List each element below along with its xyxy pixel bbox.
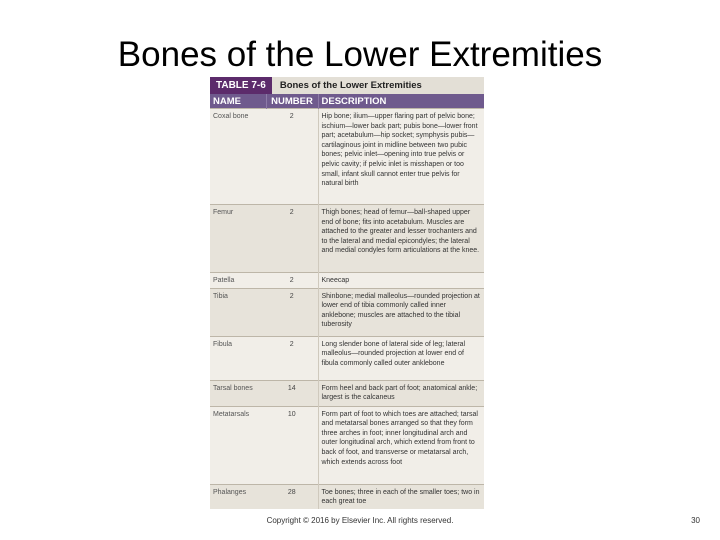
cell-description: Kneecap xyxy=(318,273,484,289)
header-number: NUMBER xyxy=(266,94,318,109)
table-row xyxy=(210,109,484,205)
cell-description: Shinbone; medial malleolus—rounded projection at lower end of tibia commonly called inner anklebone; muscles are attached to the tibial tuberosity xyxy=(318,288,484,336)
header-description: DESCRIPTION xyxy=(318,94,484,109)
table-caption xyxy=(210,77,484,94)
cell-description: Form heel and back part of foot; anatomical ankle; largest is the calcaneus xyxy=(318,380,484,406)
cell-name: Patella xyxy=(210,273,266,289)
cell-description: Form part of foot to which toes are attached; tarsal and metatarsal bones arranged so that they form three arches in foot; inner longitudinal arch and outer longitudinal arch, which extend from front to back of foot, and transverse or metatarsal arch, which extends across foot xyxy=(318,406,484,484)
cell-number: 14 xyxy=(266,380,318,406)
cell-number: 28 xyxy=(266,484,318,509)
table-caption-title: Bones of the Lower Extremities xyxy=(279,80,422,91)
header-name: NAME xyxy=(210,94,266,109)
cell-description: Hip bone; ilium—upper flaring part of pelvic bone; ischium—lower back part; pubis bone—lower front part; acetabulum—hip socket; symphysis pubis—cartilaginous joint in midline between two pubic bones; pelvic inlet—opening into true pelvis or pelvic cavity; if pelvic inlet is misshapen or too small, infant skull cannot enter true pelvis for natural birth xyxy=(318,109,484,205)
cell-description: Long slender bone of lateral side of leg; lateral malleolus—rounded projection at lower end of fibula commonly called outer anklebone xyxy=(318,336,484,380)
table-row xyxy=(210,273,484,289)
slide-title: Bones of the Lower Extremities xyxy=(117,35,603,74)
cell-name: Metatarsals xyxy=(210,406,266,484)
page-number: 30 xyxy=(691,516,700,525)
table-row xyxy=(210,336,484,380)
table-number-badge: TABLE 7-6 xyxy=(210,77,272,94)
cell-name: Tibia xyxy=(210,288,266,336)
table-header-row xyxy=(210,94,484,109)
cell-number: 2 xyxy=(266,336,318,380)
table-row xyxy=(210,380,484,406)
table-row xyxy=(210,205,484,273)
bones-table xyxy=(210,77,484,509)
table-row xyxy=(210,288,484,336)
cell-number: 2 xyxy=(266,205,318,273)
cell-name: Femur xyxy=(210,205,266,273)
table-grid xyxy=(210,94,484,509)
copyright-notice: Copyright © 2016 by Elsevier Inc. All rights reserved. xyxy=(266,516,454,525)
cell-number: 2 xyxy=(266,288,318,336)
cell-name: Fibula xyxy=(210,336,266,380)
cell-description: Thigh bones; head of femur—ball-shaped upper end of bone; fits into acetabulum. Muscles are attached to the greater and lesser trochanters and to the lateral and medial epicondyles; the lateral and medial condyles form articulations at the knee. xyxy=(318,205,484,273)
cell-description: Toe bones; three in each of the smaller toes; two in each great toe xyxy=(318,484,484,509)
table-row xyxy=(210,484,484,509)
cell-number: 10 xyxy=(266,406,318,484)
cell-name: Phalanges xyxy=(210,484,266,509)
cell-name: Tarsal bones xyxy=(210,380,266,406)
cell-name: Coxal bone xyxy=(210,109,266,205)
table-row xyxy=(210,406,484,484)
cell-number: 2 xyxy=(266,109,318,205)
cell-number: 2 xyxy=(266,273,318,289)
